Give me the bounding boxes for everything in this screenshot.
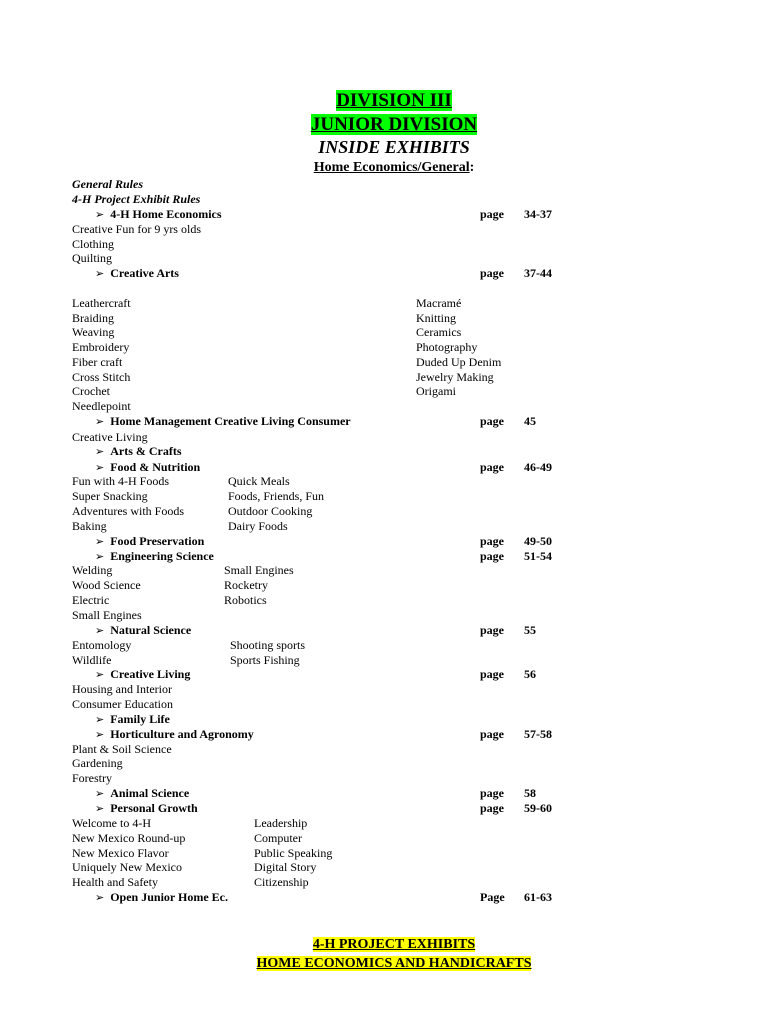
page-label: page bbox=[480, 623, 504, 637]
page-range: 56 bbox=[524, 667, 536, 681]
list-item: Needlepoint bbox=[72, 399, 131, 413]
list-item: Quilting bbox=[72, 251, 113, 265]
section-heading-text: Home Economics/General bbox=[313, 160, 470, 175]
list-item: Knitting bbox=[416, 311, 457, 325]
page-range: 34-37 bbox=[524, 207, 552, 221]
category-horticulture: ➢ Horticulture and Agronomy bbox=[95, 727, 254, 742]
list-item: Duded Up Denim bbox=[416, 355, 502, 369]
footer-line-1-text: 4-H PROJECT EXHIBITS bbox=[312, 937, 476, 952]
list-item: Outdoor Cooking bbox=[228, 504, 313, 518]
page-range: 49-50 bbox=[524, 534, 552, 548]
category-animal-science: ➢ Animal Science bbox=[95, 786, 189, 801]
division-title bbox=[0, 90, 770, 112]
list-item: Jewelry Making bbox=[416, 370, 494, 384]
list-item: Creative Living bbox=[72, 430, 148, 444]
list-item: Dairy Foods bbox=[228, 519, 288, 533]
list-item: Quick Meals bbox=[228, 474, 290, 488]
category-natural-science: ➢ Natural Science bbox=[95, 623, 191, 638]
page-range: 37-44 bbox=[524, 266, 552, 280]
list-item: Origami bbox=[416, 384, 456, 398]
category-food-preservation: ➢ Food Preservation bbox=[95, 534, 204, 549]
list-item: Consumer Education bbox=[72, 697, 173, 711]
list-item: Fiber craft bbox=[72, 355, 123, 369]
page-range: 61-63 bbox=[524, 890, 552, 904]
page-range: 51-54 bbox=[524, 549, 552, 563]
page-label: page bbox=[480, 414, 504, 428]
list-item: Foods, Friends, Fun bbox=[228, 489, 325, 503]
list-item: Leadership bbox=[254, 816, 308, 830]
page-label: page bbox=[480, 727, 504, 741]
list-item: Digital Story bbox=[254, 860, 317, 874]
page-label: page bbox=[480, 207, 504, 221]
inside-exhibits-title: INSIDE EXHIBITS bbox=[318, 137, 470, 157]
category-open-junior: ➢ Open Junior Home Ec. bbox=[95, 890, 228, 905]
page-label: page bbox=[480, 534, 504, 548]
category-engineering-science: ➢ Engineering Science bbox=[95, 549, 214, 564]
footer-line-1 bbox=[0, 936, 770, 954]
page-label: page bbox=[480, 460, 504, 474]
list-item: Welding bbox=[72, 563, 113, 577]
page-range: 59-60 bbox=[524, 801, 552, 815]
page-range: 58 bbox=[524, 786, 536, 800]
list-item: Housing and Interior bbox=[72, 682, 172, 696]
list-item: Embroidery bbox=[72, 340, 130, 354]
list-item: Fun with 4-H Foods bbox=[72, 474, 170, 488]
list-item: Ceramics bbox=[416, 325, 462, 339]
list-item: Wood Science bbox=[72, 578, 141, 592]
list-item: Baking bbox=[72, 519, 107, 533]
list-item: Small Engines bbox=[224, 563, 294, 577]
page-range: 55 bbox=[524, 623, 536, 637]
project-exhibit-rules: 4-H Project Exhibit Rules bbox=[72, 192, 201, 206]
list-item: Cross Stitch bbox=[72, 370, 131, 384]
list-item: Leathercraft bbox=[72, 296, 131, 310]
category-arts-crafts: ➢ Arts & Crafts bbox=[95, 444, 182, 459]
list-item: Super Snacking bbox=[72, 489, 148, 503]
list-item: Creative Fun for 9 yrs olds bbox=[72, 222, 201, 236]
list-item: Shooting sports bbox=[230, 638, 306, 652]
list-item: Crochet bbox=[72, 384, 110, 398]
category-creative-living: ➢ Creative Living bbox=[95, 667, 190, 682]
list-item: Electric bbox=[72, 593, 110, 607]
list-item: Wildlife bbox=[72, 653, 112, 667]
category-family-life: ➢ Family Life bbox=[95, 712, 170, 727]
list-item: Sports Fishing bbox=[230, 653, 300, 667]
page-range: 57-58 bbox=[524, 727, 552, 741]
general-rules: General Rules bbox=[72, 177, 144, 191]
list-item: Clothing bbox=[72, 237, 115, 251]
page-label: page bbox=[480, 667, 504, 681]
list-item: Forestry bbox=[72, 771, 112, 785]
category-home-economics: ➢ 4-H Home Economics bbox=[95, 207, 222, 222]
footer-line-2-text: HOME ECONOMICS AND HANDICRAFTS bbox=[256, 956, 532, 971]
list-item: Gardening bbox=[72, 756, 123, 770]
category-food-nutrition: ➢ Food & Nutrition bbox=[95, 460, 200, 475]
page-label: page bbox=[480, 266, 504, 280]
page-label: Page bbox=[480, 890, 505, 904]
page-label: page bbox=[480, 786, 504, 800]
category-creative-arts: ➢ Creative Arts bbox=[95, 266, 179, 281]
list-item: Health and Safety bbox=[72, 875, 158, 889]
list-item: Computer bbox=[254, 831, 302, 845]
page-range: 45 bbox=[524, 414, 536, 428]
footer-line-2 bbox=[0, 955, 770, 973]
list-item: Entomology bbox=[72, 638, 132, 652]
list-item: Uniquely New Mexico bbox=[72, 860, 182, 874]
section-heading bbox=[0, 160, 770, 176]
division-title-text: DIVISION III bbox=[336, 90, 452, 111]
list-item: Plant & Soil Science bbox=[72, 742, 172, 756]
list-item: Weaving bbox=[72, 325, 115, 339]
list-item: Braiding bbox=[72, 311, 114, 325]
junior-division-title bbox=[0, 114, 770, 136]
page-label: page bbox=[480, 549, 504, 563]
list-item: Small Engines bbox=[72, 608, 142, 622]
list-item: Adventures with Foods bbox=[72, 504, 184, 518]
list-item: Welcome to 4-H bbox=[72, 816, 152, 830]
list-item: Public Speaking bbox=[254, 846, 333, 860]
list-item: Photography bbox=[416, 340, 478, 354]
page-label: page bbox=[480, 801, 504, 815]
section-heading-colon: : bbox=[469, 160, 475, 175]
junior-division-text: JUNIOR DIVISION bbox=[310, 114, 478, 135]
page-range: 46-49 bbox=[524, 460, 552, 474]
list-item: New Mexico Flavor bbox=[72, 846, 169, 860]
category-personal-growth: ➢ Personal Growth bbox=[95, 801, 198, 816]
list-item: Citizenship bbox=[254, 875, 309, 889]
list-item: New Mexico Round-up bbox=[72, 831, 186, 845]
list-item: Rocketry bbox=[224, 578, 268, 592]
list-item: Robotics bbox=[224, 593, 267, 607]
list-item: Macramé bbox=[416, 296, 462, 310]
category-home-management: ➢ Home Management Creative Living Consumer bbox=[95, 414, 351, 429]
